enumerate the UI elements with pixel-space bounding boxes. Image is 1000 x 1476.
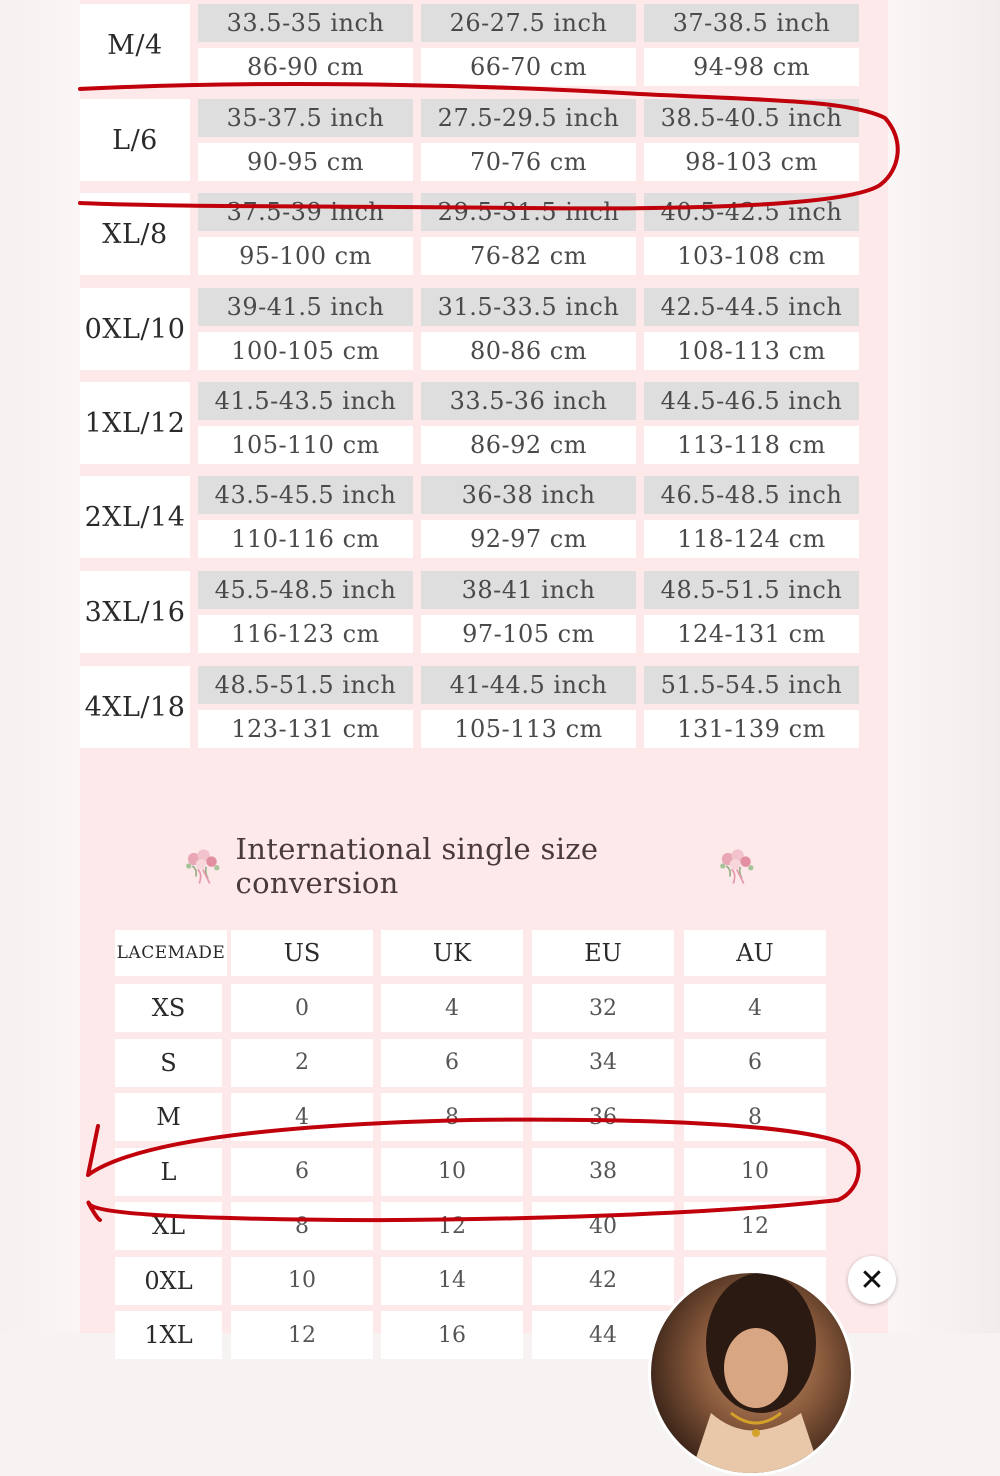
measurement-cm-cell: 116-123 cm	[198, 615, 413, 653]
measurement-inch-cell: 46.5-48.5 inch	[644, 476, 859, 514]
floral-bouquet-icon	[714, 840, 760, 892]
measurement-cm-cell: 80-86 cm	[421, 332, 636, 370]
measurement-inch-cell: 41-44.5 inch	[421, 666, 636, 704]
size-label: 4XL/18	[80, 666, 190, 748]
conversion-value-cell: 42	[532, 1257, 674, 1305]
conversion-size-label: XL	[115, 1202, 222, 1250]
page-margin-left	[0, 0, 80, 1333]
measurement-cm-cell: 113-118 cm	[644, 426, 859, 464]
conversion-value-cell: 44	[532, 1311, 674, 1359]
measurement-cm-cell: 105-110 cm	[198, 426, 413, 464]
measurement-inch-cell: 43.5-45.5 inch	[198, 476, 413, 514]
conversion-value-cell: 8	[231, 1202, 373, 1250]
measurement-cm-cell: 92-97 cm	[421, 520, 636, 558]
size-label: XL/8	[80, 193, 190, 275]
measurement-cm-cell: 86-92 cm	[421, 426, 636, 464]
size-label: 1XL/12	[80, 382, 190, 464]
measurement-inch-cell: 35-37.5 inch	[198, 99, 413, 137]
measurement-cm-cell: 86-90 cm	[198, 48, 413, 86]
conversion-size-label: 0XL	[115, 1257, 222, 1305]
conversion-value-cell: 4	[684, 984, 826, 1032]
measurement-cm-cell: 100-105 cm	[198, 332, 413, 370]
model-portrait-image	[651, 1273, 851, 1473]
conversion-value-cell: 2	[231, 1039, 373, 1087]
conversion-value-cell: 6	[381, 1039, 523, 1087]
measurement-inch-cell: 40.5-42.5 inch	[644, 193, 859, 231]
conversion-size-label: S	[115, 1039, 222, 1087]
region-column-header: UK	[381, 930, 523, 976]
conversion-value-cell: 34	[532, 1039, 674, 1087]
measurement-inch-cell: 42.5-44.5 inch	[644, 288, 859, 326]
measurement-cm-cell: 110-116 cm	[198, 520, 413, 558]
measurement-inch-cell: 31.5-33.5 inch	[421, 288, 636, 326]
region-column-header: EU	[532, 930, 674, 976]
conversion-value-cell: 40	[532, 1202, 674, 1250]
measurement-cm-cell: 95-100 cm	[198, 237, 413, 275]
measurement-cm-cell: 124-131 cm	[644, 615, 859, 653]
measurement-inch-cell: 48.5-51.5 inch	[644, 571, 859, 609]
measurement-inch-cell: 37.5-39 inch	[198, 193, 413, 231]
measurement-inch-cell: 39-41.5 inch	[198, 288, 413, 326]
brand-column-header: LACEMADE	[115, 930, 227, 976]
conversion-value-cell: 12	[684, 1202, 826, 1250]
conversion-value-cell: 8	[684, 1093, 826, 1141]
measurement-cm-cell: 76-82 cm	[421, 237, 636, 275]
measurement-inch-cell: 29.5-31.5 inch	[421, 193, 636, 231]
measurement-inch-cell: 27.5-29.5 inch	[421, 99, 636, 137]
conversion-value-cell: 16	[381, 1311, 523, 1359]
region-column-header: AU	[684, 930, 826, 976]
size-label: 0XL/10	[80, 288, 190, 370]
conversion-size-label: M	[115, 1093, 222, 1141]
floral-bouquet-icon	[180, 840, 226, 892]
measurement-inch-cell: 38.5-40.5 inch	[644, 99, 859, 137]
measurement-inch-cell: 33.5-35 inch	[198, 4, 413, 42]
conversion-value-cell: 10	[231, 1257, 373, 1305]
measurement-cm-cell: 66-70 cm	[421, 48, 636, 86]
measurement-cm-cell: 90-95 cm	[198, 143, 413, 181]
conversion-value-cell: 10	[684, 1148, 826, 1196]
close-icon: ✕	[859, 1262, 885, 1298]
conversion-value-cell: 4	[231, 1093, 373, 1141]
size-label: L/6	[80, 99, 190, 181]
measurement-inch-cell: 41.5-43.5 inch	[198, 382, 413, 420]
conversion-size-label: 1XL	[115, 1311, 222, 1359]
measurement-inch-cell: 37-38.5 inch	[644, 4, 859, 42]
conversion-value-cell: 36	[532, 1093, 674, 1141]
conversion-value-cell: 32	[532, 984, 674, 1032]
measurement-inch-cell: 36-38 inch	[421, 476, 636, 514]
conversion-value-cell: 12	[231, 1311, 373, 1359]
measurement-cm-cell: 97-105 cm	[421, 615, 636, 653]
measurement-inch-cell: 48.5-51.5 inch	[198, 666, 413, 704]
measurement-inch-cell: 45.5-48.5 inch	[198, 571, 413, 609]
measurement-cm-cell: 98-103 cm	[644, 143, 859, 181]
conversion-title	[180, 832, 760, 900]
measurement-inch-cell: 44.5-46.5 inch	[644, 382, 859, 420]
measurement-cm-cell: 105-113 cm	[421, 710, 636, 748]
region-column-header: US	[231, 930, 373, 976]
conversion-value-cell: 10	[381, 1148, 523, 1196]
conversion-size-label: L	[115, 1148, 222, 1196]
size-label: 2XL/14	[80, 476, 190, 558]
conversion-value-cell: 14	[381, 1257, 523, 1305]
measurement-inch-cell: 26-27.5 inch	[421, 4, 636, 42]
conversion-title-text: International single size conversion	[235, 832, 599, 900]
size-label: 3XL/16	[80, 571, 190, 653]
measurement-cm-cell: 103-108 cm	[644, 237, 859, 275]
video-preview-bubble[interactable]	[648, 1270, 854, 1476]
close-video-button[interactable]	[848, 1256, 896, 1304]
measurement-inch-cell: 51.5-54.5 inch	[644, 666, 859, 704]
conversion-value-cell: 4	[381, 984, 523, 1032]
conversion-value-cell: 0	[231, 984, 373, 1032]
measurement-cm-cell: 131-139 cm	[644, 710, 859, 748]
measurement-cm-cell: 70-76 cm	[421, 143, 636, 181]
conversion-value-cell: 12	[381, 1202, 523, 1250]
measurement-cm-cell: 123-131 cm	[198, 710, 413, 748]
measurement-inch-cell: 33.5-36 inch	[421, 382, 636, 420]
measurement-cm-cell: 94-98 cm	[644, 48, 859, 86]
conversion-size-label: XS	[115, 984, 222, 1032]
page-margin-right	[888, 0, 1000, 1333]
measurement-cm-cell: 118-124 cm	[644, 520, 859, 558]
size-label: M/4	[80, 4, 190, 86]
measurement-cm-cell: 108-113 cm	[644, 332, 859, 370]
measurement-inch-cell: 38-41 inch	[421, 571, 636, 609]
conversion-value-cell: 8	[381, 1093, 523, 1141]
conversion-value-cell: 6	[684, 1039, 826, 1087]
conversion-value-cell: 6	[231, 1148, 373, 1196]
conversion-value-cell: 38	[532, 1148, 674, 1196]
